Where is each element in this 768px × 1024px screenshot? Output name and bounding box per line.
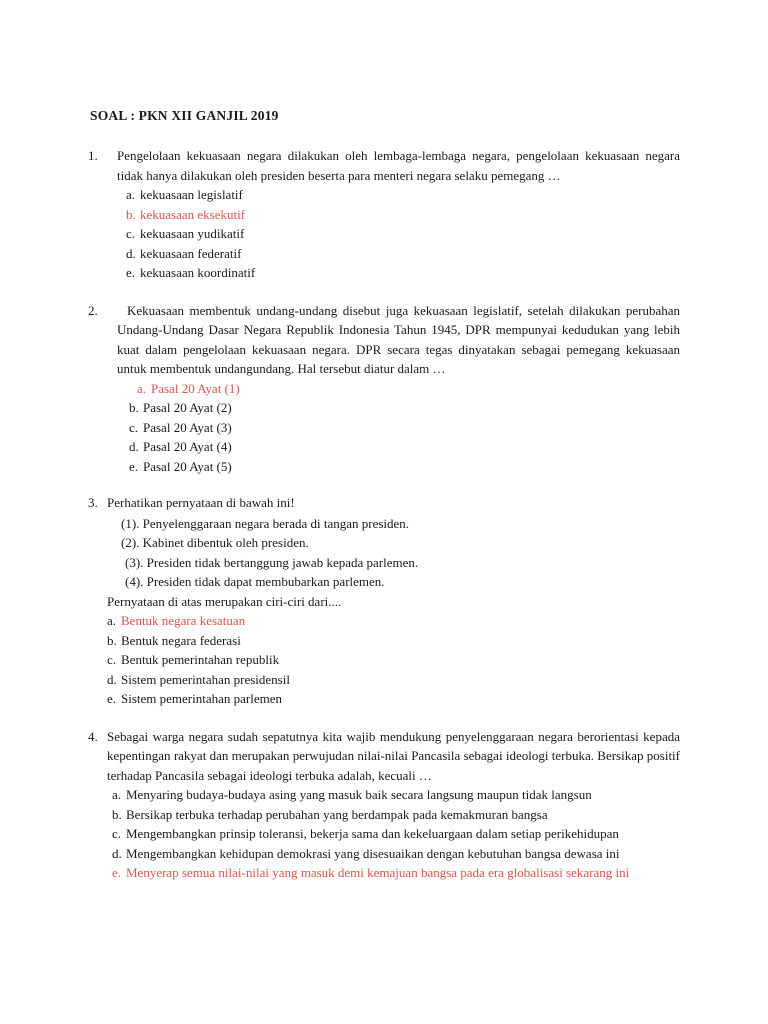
option-item[interactable] xyxy=(129,418,680,438)
question-3 xyxy=(88,493,680,709)
option-item[interactable] xyxy=(107,650,680,670)
option-item[interactable] xyxy=(126,185,680,205)
option-label: Sistem pemerintahan presidensil xyxy=(121,671,290,687)
option-marker: b. xyxy=(112,806,122,822)
option-label: Bentuk pemerintahan republik xyxy=(121,652,280,667)
option-label: kekuasaan yudikatif xyxy=(140,226,245,241)
option-label: Menyaring budaya-budaya asing yang masuk baik secara langsung maupun tidak langsun xyxy=(126,787,592,802)
option-item[interactable] xyxy=(129,457,680,477)
question-number: 2. xyxy=(88,302,98,318)
option-marker: e. xyxy=(126,265,136,280)
option-item[interactable] xyxy=(126,205,680,225)
option-item[interactable] xyxy=(112,863,680,883)
option-label: Mengembangkan prinsip toleransi, bekerja sama dan kekeluargaan dalam setiap perikehidupan xyxy=(126,826,619,841)
option-label: Pasal 20 Ayat (3) xyxy=(143,419,232,435)
option-marker: b. xyxy=(129,400,139,415)
option-label: Bentuk negara federasi xyxy=(121,632,241,648)
option-marker: c. xyxy=(107,652,117,667)
option-marker: b. xyxy=(126,206,136,222)
option-label: Bentuk negara kesatuan xyxy=(121,613,246,628)
option-marker: a. xyxy=(137,380,147,396)
question-1 xyxy=(88,146,680,283)
question-number: 3. xyxy=(88,495,98,510)
option-item[interactable] xyxy=(126,224,680,244)
option-marker: b. xyxy=(107,632,117,648)
option-item[interactable] xyxy=(112,844,680,864)
option-item[interactable] xyxy=(107,611,680,631)
option-marker: e. xyxy=(107,691,117,706)
option-label: kekuasaan eksekutif xyxy=(140,206,246,222)
option-label: Bersikap terbuka terhadap perubahan yang berdampak pada kemakmuran bangsa xyxy=(126,806,548,822)
option-item[interactable] xyxy=(126,263,680,283)
option-label: Pasal 20 Ayat (4) xyxy=(143,439,232,454)
sub-statement-list xyxy=(107,514,680,592)
option-label: kekuasaan legislatif xyxy=(140,187,243,202)
option-list-1 xyxy=(117,185,680,283)
sub-statement: (2). Kabinet dibentuk oleh presiden. xyxy=(121,535,309,550)
option-label: kekuasaan federatif xyxy=(140,245,242,261)
option-label: Sistem pemerintahan parlemen xyxy=(121,691,283,706)
option-marker: d. xyxy=(126,245,136,261)
option-item[interactable] xyxy=(112,805,680,825)
option-marker: d. xyxy=(107,671,117,687)
option-marker: c. xyxy=(112,826,122,841)
option-marker: d. xyxy=(112,845,122,861)
question-text: Pengelolaan kekuasaan negara dilakukan oleh lembaga-lembaga negara, pengelolaan kekuasaan negara tidak hanya dilakukan oleh presiden beserta para menteri negara selaku pemegang … xyxy=(117,148,680,183)
option-item[interactable] xyxy=(129,379,680,399)
option-marker: c. xyxy=(126,226,136,241)
option-marker: d. xyxy=(129,439,139,454)
option-marker: a. xyxy=(107,613,117,628)
option-marker: c. xyxy=(129,419,139,435)
option-list-4 xyxy=(107,785,680,883)
question-number: 1. xyxy=(88,148,98,163)
option-label: Pasal 20 Ayat (1) xyxy=(151,380,240,396)
option-list-3 xyxy=(107,611,680,709)
option-label: Mengembangkan kehidupan demokrasi yang disesuaikan dengan kebutuhan bangsa dewasa ini xyxy=(126,845,620,861)
question-4 xyxy=(88,727,680,883)
option-item[interactable] xyxy=(129,437,680,457)
option-item[interactable] xyxy=(126,244,680,264)
option-marker: a. xyxy=(112,787,122,802)
option-marker: e. xyxy=(129,458,139,474)
sub-statement: (4). Presiden tidak dapat membubarkan parlemen. xyxy=(125,574,385,589)
page-title: SOAL : PKN XII GANJIL 2019 xyxy=(90,108,279,123)
option-item[interactable] xyxy=(112,824,680,844)
question-text: Sebagai warga negara sudah sepatutnya kita wajib mendukung penyelenggaraan negara berorientasi kepada kepentingan rakyat dan merupakan perwujudan nilai-nilai Pancasila sebagai ideologi terbuka. Bersikap positif terhadap Pancasila sebagai ideologi terbuka adalah, kecuali … xyxy=(107,728,680,783)
option-label: kekuasaan koordinatif xyxy=(140,265,256,280)
option-label: Pasal 20 Ayat (5) xyxy=(143,458,232,474)
option-marker: e. xyxy=(112,865,122,880)
option-item[interactable] xyxy=(107,670,680,690)
question-2 xyxy=(88,301,680,477)
option-label: Menyerap semua nilai-nilai yang masuk demi kemajuan bangsa pada era globalisasi sekarang ini xyxy=(126,865,630,880)
option-item[interactable] xyxy=(129,398,680,418)
question-text: Kekuasaan membentuk undang-undang disebut juga kekuasaan legislatif, setelah dilakukan perubahan Undang-Undang Dasar Negara Republik Indonesia Tahun 1945, DPR mempunyai kedudukan yang lebih kuat dalam pengelolaan kekuasaan negara. DPR secara tegas dinyatakan sebagai pemegang kekuasaan untuk membentuk undangundang. Hal tersebut diatur dalam … xyxy=(117,302,680,376)
option-label: Pasal 20 Ayat (2) xyxy=(143,400,232,415)
option-item[interactable] xyxy=(107,689,680,709)
option-marker: a. xyxy=(126,187,136,202)
sub-statement: (1). Penyelenggaraan negara berada di tangan presiden. xyxy=(121,515,410,531)
question-number: 4. xyxy=(88,728,98,744)
question-closing-text: Pernyataan di atas merupakan ciri-ciri dari.... xyxy=(107,593,342,609)
sub-statement: (3). Presiden tidak bertanggung jawab kepada parlemen. xyxy=(125,554,419,570)
option-item[interactable] xyxy=(107,631,680,651)
option-item[interactable] xyxy=(112,785,680,805)
question-text: Perhatikan pernyataan di bawah ini! xyxy=(107,495,295,510)
option-list-2 xyxy=(117,379,680,477)
